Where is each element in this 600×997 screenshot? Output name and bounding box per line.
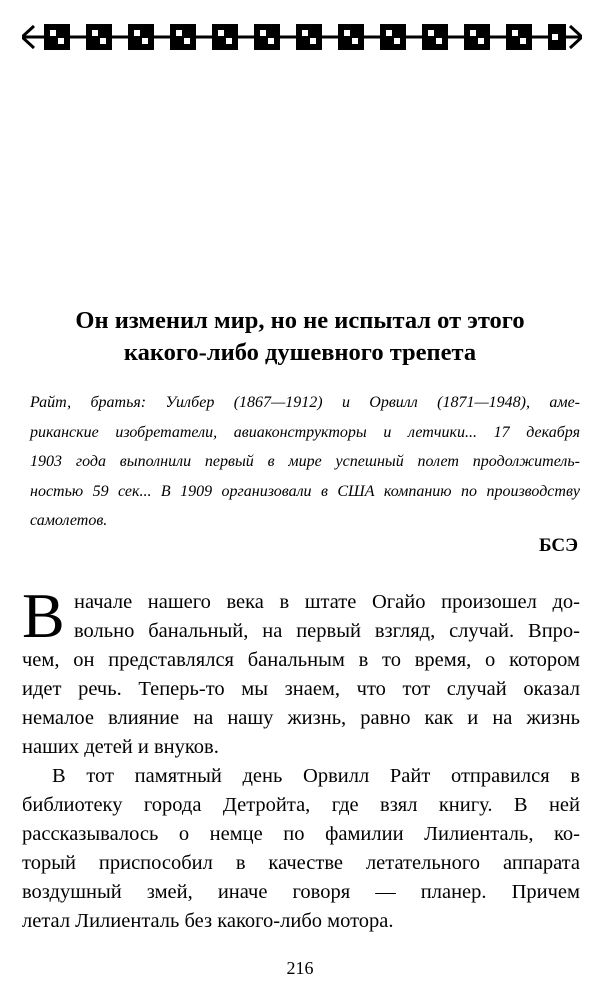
body-line: библиотеку города Детройта, где взял книгу. В ней — [22, 794, 580, 816]
body-line: летал Лилиенталь без какого-либо мотора. — [22, 910, 394, 932]
body-text — [22, 588, 580, 936]
chapter-title-line-2: какого-либо душевного трепета — [123, 339, 477, 366]
epigraph-line: ностью 59 сек... В 1909 организовали в США компанию по производству — [30, 482, 580, 500]
epigraph-line: Райт, братья: Уилбер (1867—1912) и Орвилл (1871—1948), аме- — [30, 394, 580, 411]
body-line: начале нашего века в штате Огайо произошел до- — [74, 591, 580, 613]
page-number: 216 — [286, 958, 314, 978]
body-line: воздушный змей, иначе говоря — планер. Причем — [22, 881, 580, 903]
chapter-title-line-1: Он изменил мир, но не испытал от этого — [75, 307, 525, 334]
epigraph-line: самолетов. — [30, 512, 108, 529]
epigraph-line: 1903 года выполнили первый в мире успешный полет продолжитель- — [30, 453, 580, 470]
body-line: В тот памятный день Орвилл Райт отправился в — [52, 765, 580, 787]
body-line: чем, он представлялся банальным в то время, о котором — [22, 649, 580, 671]
body-line: вольно банальный, на первый взгляд, случай. Впро- — [74, 620, 580, 642]
epigraph-line: риканские изобретатели, авиаконструкторы и летчики... 17 декабря — [30, 423, 580, 441]
decorative-ornament-border — [22, 18, 582, 56]
body-line: идет речь. Теперь-то мы знаем, что тот случай оказал — [22, 678, 580, 700]
chapter-title — [0, 305, 600, 369]
body-line: торый приспособил в качестве летательного аппарата — [22, 852, 580, 874]
body-line: рассказывалось о немце по фамилии Лилиенталь, ко- — [22, 823, 580, 845]
body-line: немалое влияние на нашу жизнь, равно как и на жизнь — [22, 707, 580, 729]
epigraph — [30, 388, 580, 536]
epigraph-source: БСЭ — [538, 535, 578, 556]
drop-cap: В — [22, 580, 65, 651]
body-line: наших детей и внуков. — [22, 736, 219, 758]
